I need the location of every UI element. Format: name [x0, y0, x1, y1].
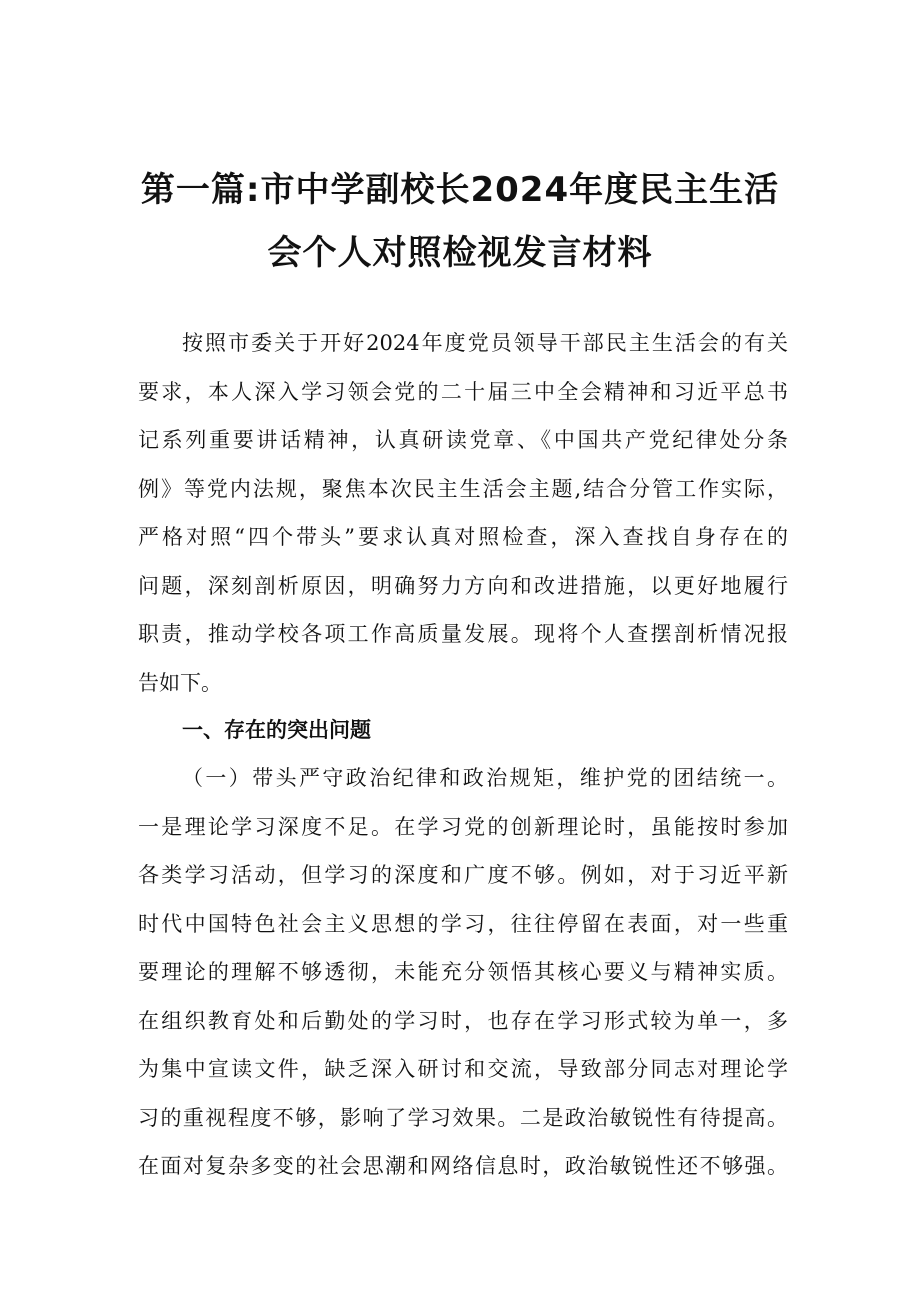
- paragraph-line: 要求，本人深入学习领会党的二十届三中全会精神和习近平总书: [138, 379, 788, 404]
- paragraph-line: 要理论的理解不够透彻，未能充分领悟其核心要义与精神实质。: [138, 960, 788, 984]
- document-title-line-2: 会个人对照检视发言材料: [267, 233, 653, 273]
- paragraph-line: 在面对复杂多变的社会思潮和网络信息时，政治敏锐性还不够强。: [138, 1154, 788, 1178]
- problems-paragraph: [138, 754, 788, 1191]
- document-title-line-1: 第一篇:市中学副校长2024年度民主生活: [140, 170, 780, 210]
- paragraph-line: 职责，推动学校各项工作高质量发展。现将个人查摆剖析情况报: [138, 622, 788, 646]
- paragraph-line: 在组织教育处和后勤处的学习时，也存在学习形式较为单一，多: [138, 1008, 788, 1033]
- paragraph-line: 按照市委关于开好2024年度党员领导干部民主生活会的有关: [182, 331, 788, 355]
- paragraph-line: （一）带头严守政治纪律和政治规矩，维护党的团结统一。: [182, 766, 788, 790]
- intro-paragraph: [138, 319, 788, 707]
- paragraph-line: 为集中宣读文件，缺乏深入研讨和交流，导致部分同志对理论学: [138, 1057, 788, 1081]
- paragraph-line: 时代中国特色社会主义思想的学习，往往停留在表面，对一些重: [138, 911, 788, 936]
- paragraph-line: 严格对照“四个带头”要求认真对照检查，深入查找自身存在的: [138, 525, 788, 549]
- paragraph-line: 一是理论学习深度不足。在学习党的创新理论时，虽能按时参加: [138, 814, 788, 839]
- paragraph-line: 告如下。: [138, 670, 222, 695]
- paragraph-line: 各类学习活动，但学习的深度和广度不够。例如，对于习近平新: [138, 863, 788, 887]
- paragraph-line: 记系列重要讲话精神，认真研读党章、《中国共产党纪律处分条: [138, 428, 788, 452]
- section-heading: 一、存在的突出问题: [182, 718, 371, 742]
- paragraph-line: 例》等党内法规，聚焦本次民主生活会主题,结合分管工作实际，: [138, 476, 788, 501]
- paragraph-line: 问题，深刻剖析原因，明确努力方向和改进措施，以更好地履行: [138, 573, 788, 598]
- paragraph-line: 习的重视程度不够，影响了学习效果。二是政治敏锐性有待提高。: [138, 1105, 788, 1130]
